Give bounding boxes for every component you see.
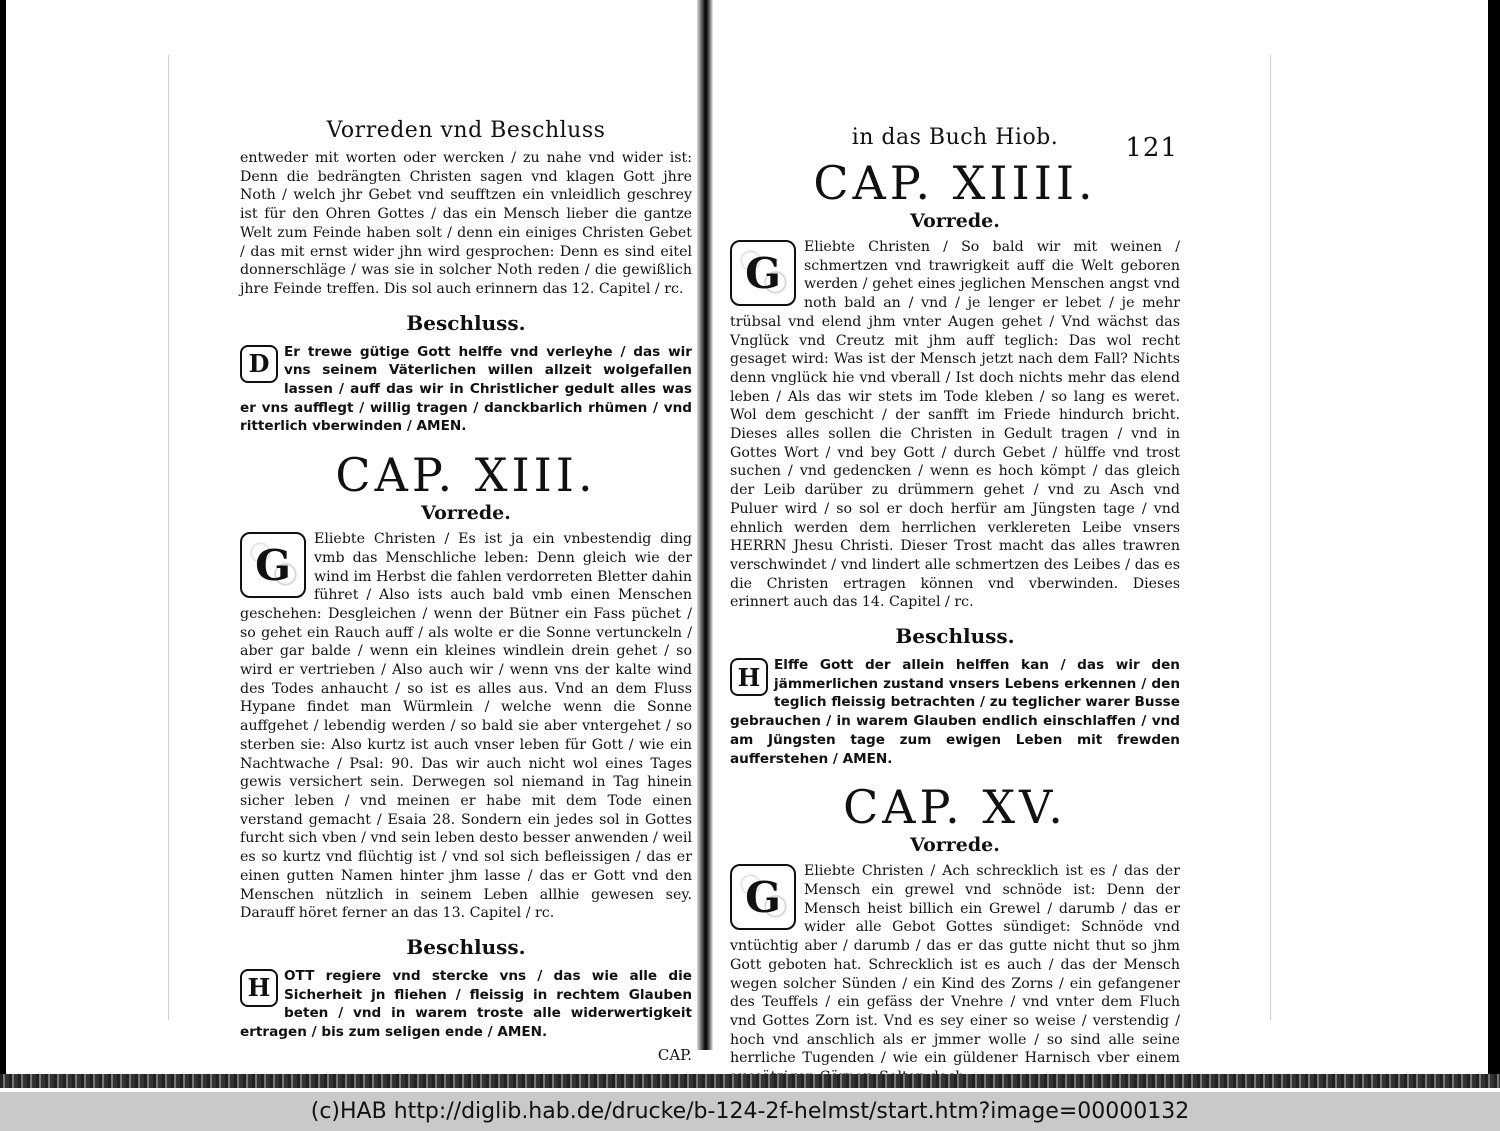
scan-left-edge xyxy=(0,0,6,1088)
decorated-initial: D xyxy=(240,345,278,383)
left-page-edge xyxy=(168,55,169,1020)
beschluss-block xyxy=(240,967,692,1042)
vorrede-paragraph: Eliebte Christen / Ach schrecklich ist es / das der Mensch ein grewel vnd schnöde ist: Denn der Mensch heist billich ein Grewel / darumb / das er wider alle Gebot Gottes sündiget: Schnöde vnd vntüchtig aber / darumb / das er das gutte nicht thut so jhm Gott geboten hat. Schrecklich ist es auch / das der Mensch wegen solcher Sünden / ein Kind des Zorns / ein gefangener des Teuffels / ein gefäss der Vnehre / vnd vnter dem Fluch vnd Gottes Zorn ist. Vnd es sey einer so weise / verstendig / hoch vnd anschlich als er jmmer wolle / so sind alle seine herrliche Tugenden / wie ein güldener Harnisch vber einem xyxy=(730,863,1180,1067)
beschluss-paragraph: OTT regiere vnd stercke vns / das wie alle die Sicherheit jn fliehen / fleissig in rechtem Glauben beten / vnd in warem troste alle widerwertigkeit ertragen / bis zum seligen ende / AMEN. xyxy=(240,967,692,1041)
ornamental-initial: G xyxy=(240,532,306,598)
ornamental-initial: G xyxy=(730,240,796,306)
beschluss-heading: Beschluss. xyxy=(895,624,1015,649)
book-gutter xyxy=(697,0,713,1050)
catchword: CAP. xyxy=(657,1045,692,1064)
beschluss-heading: Beschluss. xyxy=(406,310,526,335)
right-page-edge xyxy=(1270,55,1271,1020)
ornamental-initial: G xyxy=(730,864,796,930)
beschluss-heading: Beschluss. xyxy=(406,934,526,959)
vorrede-block xyxy=(240,530,692,923)
vorrede-heading: Vorrede. xyxy=(910,210,1000,232)
left-running-head: Vorreden vnd Beschluss xyxy=(326,118,606,143)
right-page xyxy=(730,125,1180,1088)
left-page xyxy=(240,118,692,1064)
beschluss-block xyxy=(240,343,692,437)
beschluss-block xyxy=(730,656,1180,768)
vorrede-heading: Vorrede. xyxy=(421,502,511,525)
scan-right-edge xyxy=(1488,0,1500,1088)
vorrede-paragraph: Eliebte Christen / Es ist ja ein vnbestendig ding vmb das Menschliche leben: Denn gleich wie der wind im Herbst die fahlen verdorreten Bletter dahin führet / Also ists auch bald vmb einen Menschen geschehen: Desgleichen / wenn der Bütner ein Fass püchet / so gehet ein Rauch auff / als wolte er die Sonne vertunckeln / aber gar balde / wenn ein kleines windlein drein gehet / so wird er vertrieben / Also auch wir / wenn vns der kalte wind des Todes anhaucht / so ist es alles aus. Vnd an dem Fluss Hypane findet man Würmlein / welche wenn die Sonne auffgehet / lebendig werden / so bald sie aber vntergehet / so sterben sie: Also kurtz ist auch vnser leben für Gott / wie ein Nachtwache / Psal: 90. Das wir auch nicht wol eines Tages gewis versichert sein. Derwegen sol niemand in Tag hinein sicher leben / vnd meinen er habe mit dem Tode einen verstand gemacht / Esaia 28. Sondern ein jedes sol in Gottes furcht sich vben / vnd sein leben desto besser anwenden / weil es so kurtz vnd flüchtig ist / vnd sol sich befleissigen / das er einen gutten Namen hinter jhm lasse / das er Gott vnd den Menschen nützlich in seinem Leben allhie gewesen sey. Darauff höret ferner an das 13. Capitel / rc. xyxy=(240,531,692,922)
copyright-footer xyxy=(0,1092,1500,1131)
intro-paragraph: entweder mit worten oder wercken / zu nahe vnd wider ist: Denn die bedrängten Christen sagen vnd klagen Gott jhre Noth / welch jhr Gebet vnd seufftzen ein vnleidlich geschrey ist für den Ohren Gottes / das ein Mensch lieber die gantze Welt zum Feinde haben solt / denn ein einiges Christen Gebet / das mit ernst wider jhn wird gesprochen: Denn es sind eitel donnerschläge / was sie in solcher Noth reden / die gewißlich jhre Feinde treffen. Dis sol auch erinnern das 12. Capitel / rc. xyxy=(240,150,692,297)
page-number: 121 xyxy=(1125,133,1178,163)
decorated-initial: H xyxy=(730,658,768,696)
beschluss-paragraph: Elffe Gott der allein helffen kan / das wir den jämmerlichen zustand vnsers Lebens erkennen / den teglich fleissig betrachten / zu teglicher warer Busse gebrauchen / in warem Glauben endlich einschlaffen / vnd am Jüngsten tage zum ewigen Leben mit frewden aufferstehen / AMEN. xyxy=(730,657,1180,767)
vorrede-paragraph: Eliebte Christen / So bald wir mit weinen / schmertzen vnd trawrigkeit auff die Welt geboren werden / gehet eines jeglichen Menschen angst vnd noth bald an / vnd / je lenger er lebet / je mehr trübsal vnd elend jhm vnter Augen gehet / Vnd wächst das Vnglück vnd Creutz mit jhm auff teglich: Das wol recht gesaget wird: Was ist der Mensch jetzt nach dem Fall? Nichts denn vnglück hie vnd vberall / Ist doch nichts mehr das elend leben / Als das wir stets im Tode kleben / so lang es weret. Wol dem geschicht / der sanfft im Friede hindurch bricht. Dieses alles sollen die Christen in Gedult tragen / vnd in Gottes Wort / vnd bey Gott / durch Gebet / hülffe vnd trost suchen / vnd gedencken / wenn es hoch kömpt / das gleich der Leib darüber zu drümmern gehet / vnd zu Asch vnd Puluer wird / so sol er doch herfür am Jüngsten tage / vnd ehnlich werden dem herrlichen verklereten Leibe vnsers HERRN Jhesu Christi. Dieser Trost macht das alles trawren verschwindet / vnd lindert alle schmertzen des Leibes / das es die Christen ertragen können vnd vberwinden. Dieses erinnert auch das 14. Capitel / rc. xyxy=(730,239,1180,611)
copyright-url-text: (c)HAB http://diglib.hab.de/drucke/b-124-2f-helmst/start.htm?image=00000132 xyxy=(310,1099,1190,1124)
beschluss-paragraph: Er trewe gütige Gott helffe vnd verleyhe / das wir vns seinem Väterlichen willen allzeit wolgefallen lassen / auff das wir in Christlicher gedult alles was er vns aufflegt / willig tragen / danckbarlich rhümen / vnd ritterlich vberwinden / AMEN. xyxy=(240,343,692,435)
scan-bottom-edge xyxy=(0,1074,1500,1088)
vorrede-block xyxy=(730,862,1180,1086)
right-running-head: in das Buch Hiob. xyxy=(851,125,1059,150)
vorrede-heading: Vorrede. xyxy=(910,834,1000,857)
chapter-title: CAP. XV. xyxy=(843,780,1067,835)
chapter-title: CAP. XIII. xyxy=(335,448,597,503)
chapter-title: CAP. XIIII. xyxy=(813,156,1097,210)
vorrede-block xyxy=(730,238,1180,612)
decorated-initial: H xyxy=(240,969,278,1007)
